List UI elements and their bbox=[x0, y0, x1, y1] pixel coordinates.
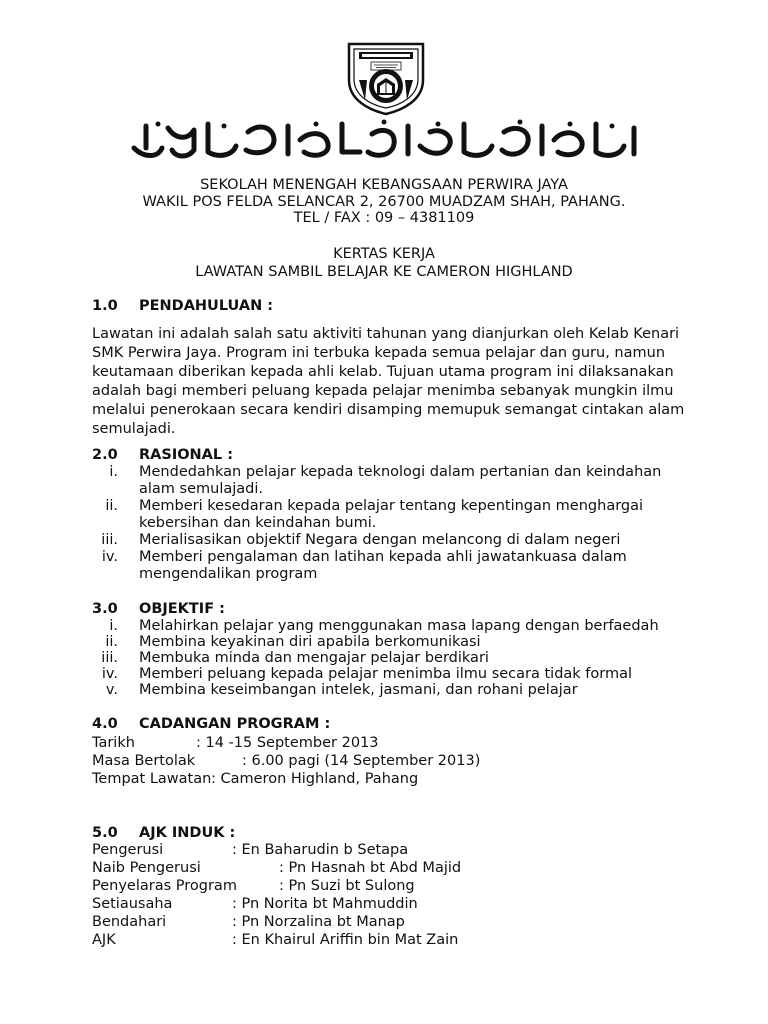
school-address: WAKIL POS FELDA SELANCAR 2, 26700 MUADZAM SHAH, PAHANG. bbox=[142, 194, 626, 210]
school-name: SEKOLAH MENENGAH KEBANGSAAN PERWIRA JAYA bbox=[200, 177, 568, 193]
jawi-calligraphy-icon bbox=[128, 118, 646, 162]
committee-row bbox=[92, 932, 459, 949]
list-item-number: iii. bbox=[101, 650, 118, 666]
row-value: : 14 -15 September 2013 bbox=[196, 735, 379, 751]
list-item-number: iv. bbox=[101, 666, 118, 682]
section-4-number: 4.0 bbox=[92, 716, 118, 732]
committee-row bbox=[92, 914, 405, 931]
committee-row bbox=[92, 896, 418, 913]
list-item bbox=[0, 498, 768, 532]
row-value: : En Khairul Ariffin bin Mat Zain bbox=[232, 932, 459, 948]
list-item-text: Mendedahkan pelajar kepada teknologi dalam pertanian dan keindahan bbox=[139, 464, 662, 480]
list-item bbox=[0, 532, 768, 549]
committee-row bbox=[92, 878, 415, 895]
list-item bbox=[0, 650, 768, 666]
list-item-number: iv. bbox=[101, 549, 118, 565]
list-item-text: Membuka minda dan mengajar pelajar berdikari bbox=[139, 650, 489, 666]
list-item-number: iii. bbox=[101, 532, 118, 548]
list-item-text-cont: alam semulajadi. bbox=[139, 481, 263, 497]
section-1-paragraph bbox=[92, 325, 692, 439]
program-location-row bbox=[92, 771, 419, 788]
row-value: : Pn Hasnah bt Abd Majid bbox=[279, 860, 462, 876]
list-item-number: i. bbox=[109, 618, 118, 634]
list-item bbox=[0, 682, 768, 698]
list-item-text: Merialisasikan objektif Negara dengan melancong di dalam negeri bbox=[139, 532, 621, 548]
row-value: : 6.00 pagi (14 September 2013) bbox=[242, 753, 481, 769]
list-item bbox=[0, 464, 768, 498]
list-item-text: Membina keseimbangan intelek, jasmani, dan rohani pelajar bbox=[139, 682, 578, 698]
list-item bbox=[0, 666, 768, 682]
row-label: Naib Pengerusi bbox=[92, 860, 201, 876]
list-item bbox=[0, 634, 768, 650]
row-value: : En Baharudin b Setapa bbox=[232, 842, 409, 858]
list-item-text: Memberi peluang kepada pelajar menimba ilmu secara tidak formal bbox=[139, 666, 633, 682]
paragraph-line: adalah bagi memberi peluang kepada pelajar menimba sebanyak mungkin ilmu bbox=[92, 383, 674, 399]
row-label: Penyelaras Program bbox=[92, 878, 237, 894]
list-item-text: Memberi pengalaman dan latihan kepada ahli jawatankuasa dalam bbox=[139, 549, 627, 565]
row-label: AJK bbox=[92, 932, 116, 948]
row-value: : Pn Suzi bt Sulong bbox=[279, 878, 415, 894]
section-1-number: 1.0 bbox=[92, 298, 118, 314]
paragraph-line: SMK Perwira Jaya. Program ini terbuka kepada semua pelajar dan guru, namun bbox=[92, 345, 666, 361]
paragraph-line: semulajadi. bbox=[92, 421, 176, 437]
section-2-number: 2.0 bbox=[92, 447, 118, 463]
list-item bbox=[0, 549, 768, 583]
row-label: Bendahari bbox=[92, 914, 167, 930]
section-1-title: PENDAHULUAN : bbox=[139, 298, 274, 314]
document-title: LAWATAN SAMBIL BELAJAR KE CAMERON HIGHLAND bbox=[195, 264, 573, 280]
section-2-title: RASIONAL : bbox=[139, 447, 233, 463]
program-departure-row bbox=[92, 753, 481, 770]
paragraph-line: melalui penerokaan secara kendiri disamping memupuk semangat cintakan alam bbox=[92, 402, 685, 418]
section-3-title: OBJEKTIF : bbox=[139, 601, 225, 617]
row-value: : Pn Norzalina bt Manap bbox=[232, 914, 405, 930]
paragraph-line: keutamaan diberikan kepada ahli kelab. Tujuan utama program ini dilaksanakan bbox=[92, 364, 674, 380]
section-5-number: 5.0 bbox=[92, 825, 118, 841]
list-item-text-cont: mengendalikan program bbox=[139, 566, 318, 582]
row-label: Setiausaha bbox=[92, 896, 173, 912]
list-item-number: v. bbox=[105, 682, 118, 698]
section-5-title: AJK INDUK : bbox=[139, 825, 236, 841]
list-item-text: Memberi kesedaran kepada pelajar tentang kepentingan menghargai bbox=[139, 498, 644, 514]
list-item-number: ii. bbox=[105, 634, 118, 650]
school-crest-icon bbox=[345, 40, 427, 116]
document-type: KERTAS KERJA bbox=[333, 246, 435, 262]
list-item-number: ii. bbox=[105, 498, 118, 514]
section-4-title: CADANGAN PROGRAM : bbox=[139, 716, 331, 732]
list-item-text: Melahirkan pelajar yang menggunakan masa lapang dengan berfaedah bbox=[139, 618, 659, 634]
list-item-text: Membina keyakinan diri apabila berkomunikasi bbox=[139, 634, 481, 650]
row-label: Tarikh bbox=[92, 735, 135, 751]
row-value: : Pn Norita bt Mahmuddin bbox=[232, 896, 418, 912]
row-label: Pengerusi bbox=[92, 842, 164, 858]
rasional-list bbox=[0, 464, 768, 583]
paragraph-line: Lawatan ini adalah salah satu aktiviti tahunan yang dianjurkan oleh Kelab Kenari bbox=[92, 326, 680, 342]
row-label: Tempat Lawatan bbox=[92, 771, 212, 787]
row-label: Masa Bertolak bbox=[92, 753, 196, 769]
committee-row bbox=[92, 860, 462, 877]
row-value: : Cameron Highland, Pahang bbox=[211, 771, 419, 787]
list-item-number: i. bbox=[109, 464, 118, 480]
school-tel-fax: TEL / FAX : 09 – 4381109 bbox=[293, 210, 475, 226]
list-item bbox=[0, 618, 768, 634]
section-3-number: 3.0 bbox=[92, 601, 118, 617]
list-item-text-cont: kebersihan dan keindahan bumi. bbox=[139, 515, 377, 531]
program-date-row bbox=[92, 735, 379, 752]
committee-row bbox=[92, 842, 409, 859]
objektif-list bbox=[0, 618, 768, 698]
